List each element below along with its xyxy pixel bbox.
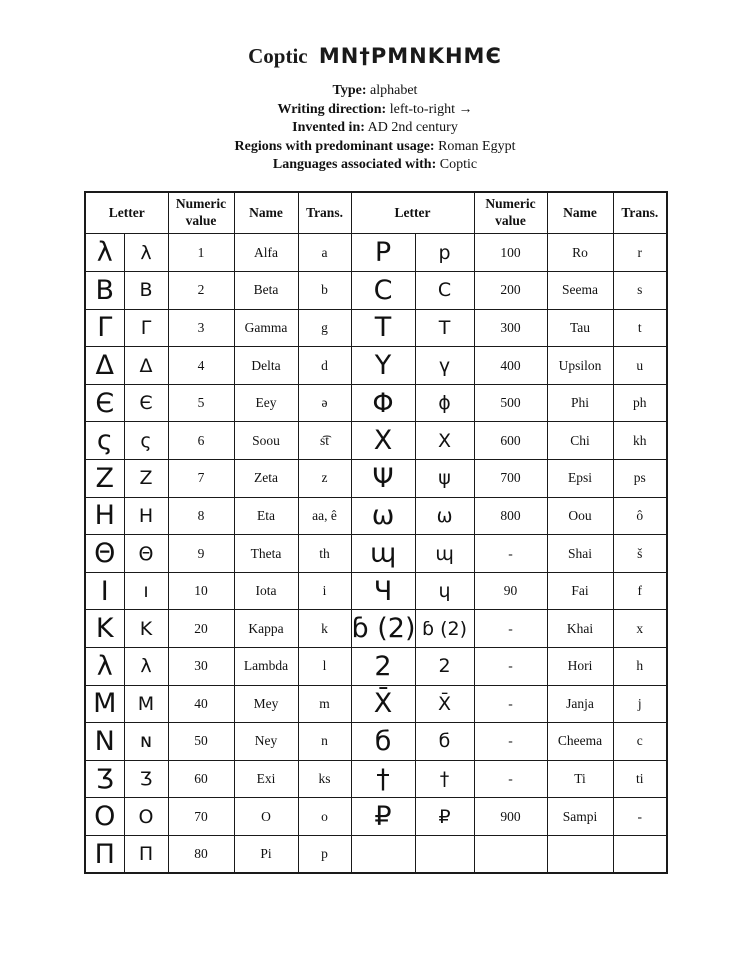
- header-name-right: Name: [547, 192, 613, 234]
- letter-lowercase-left: Γ: [124, 309, 168, 347]
- letter-name-right: Epsi: [547, 460, 613, 498]
- transliteration-left: g: [298, 309, 351, 347]
- numeric-value-right: -: [474, 723, 547, 761]
- table-row: [85, 422, 667, 460]
- numeric-value-right: 600: [474, 422, 547, 460]
- header-trans-left: Trans.: [298, 192, 351, 234]
- meta-block: [0, 82, 750, 175]
- numeric-value-left: 40: [168, 685, 234, 723]
- letter-name-left: Exi: [234, 760, 298, 798]
- letter-name-right: Phi: [547, 384, 613, 422]
- letter-name-left: Soou: [234, 422, 298, 460]
- letter-lowercase-left: ɴ: [124, 723, 168, 761]
- meta-regions-value: Roman Egypt: [438, 138, 516, 154]
- letter-uppercase-right: X: [351, 422, 415, 460]
- numeric-value-right: -: [474, 648, 547, 686]
- letter-name-right: Janja: [547, 685, 613, 723]
- meta-regions: [0, 138, 750, 157]
- title-coptic-word: MN†PMNKHMЄ: [318, 44, 502, 68]
- letter-lowercase-right: p: [415, 234, 474, 272]
- letter-uppercase-right: X̄: [351, 685, 415, 723]
- transliteration-right: j: [613, 685, 667, 723]
- table-row: [85, 760, 667, 798]
- table-row: [85, 648, 667, 686]
- letter-name-left: Eta: [234, 497, 298, 535]
- header-row: [85, 192, 667, 234]
- transliteration-right: [613, 835, 667, 873]
- transliteration-left: b: [298, 272, 351, 310]
- transliteration-left: d: [298, 347, 351, 385]
- numeric-value-right: 800: [474, 497, 547, 535]
- transliteration-left: l: [298, 648, 351, 686]
- letter-lowercase-right: ɥ: [415, 572, 474, 610]
- letter-uppercase-right: P: [351, 234, 415, 272]
- letter-lowercase-left: M: [124, 685, 168, 723]
- letter-lowercase-right: ɰ: [415, 535, 474, 573]
- letter-lowercase-left: Z: [124, 460, 168, 498]
- letter-uppercase-left: Δ: [85, 347, 124, 385]
- letter-name-right: Seema: [547, 272, 613, 310]
- letter-lowercase-right: X: [415, 422, 474, 460]
- letter-uppercase-right: C: [351, 272, 415, 310]
- transliteration-right: ph: [613, 384, 667, 422]
- transliteration-right: -: [613, 798, 667, 836]
- letter-lowercase-left: λ: [124, 234, 168, 272]
- numeric-value-left: 9: [168, 535, 234, 573]
- letter-lowercase-right: ɓ (2): [415, 610, 474, 648]
- letter-name-right: Upsilon: [547, 347, 613, 385]
- letter-lowercase-left: O: [124, 798, 168, 836]
- letter-lowercase-right: T: [415, 309, 474, 347]
- letter-uppercase-right: ₽: [351, 798, 415, 836]
- letter-uppercase-left: Ʒ: [85, 760, 124, 798]
- letter-uppercase-left: H: [85, 497, 124, 535]
- letter-lowercase-left: K: [124, 610, 168, 648]
- letter-uppercase-right: б: [351, 723, 415, 761]
- meta-regions-label: Regions with predominant usage:: [234, 138, 435, 154]
- transliteration-left: o: [298, 798, 351, 836]
- letter-uppercase-left: λ: [85, 234, 124, 272]
- table-row: [85, 234, 667, 272]
- title-prefix: Coptic: [248, 44, 308, 68]
- letter-name-left: Beta: [234, 272, 298, 310]
- letter-lowercase-right: C: [415, 272, 474, 310]
- numeric-value-left: 7: [168, 460, 234, 498]
- letter-lowercase-left: Є: [124, 384, 168, 422]
- letter-uppercase-left: K: [85, 610, 124, 648]
- numeric-value-right: -: [474, 685, 547, 723]
- numeric-value-left: 1: [168, 234, 234, 272]
- letter-name-right: Ti: [547, 760, 613, 798]
- transliteration-right: t: [613, 309, 667, 347]
- meta-invented-in-value: AD 2nd century: [367, 120, 458, 136]
- letter-name-right: [547, 835, 613, 873]
- alphabet-rows: [85, 234, 667, 873]
- letter-lowercase-right: ₽: [415, 798, 474, 836]
- numeric-value-right: 300: [474, 309, 547, 347]
- transliteration-left: m: [298, 685, 351, 723]
- table-row: [85, 723, 667, 761]
- transliteration-right: u: [613, 347, 667, 385]
- letter-lowercase-left: λ: [124, 648, 168, 686]
- meta-invented-in-label: Invented in:: [292, 120, 365, 136]
- letter-name-right: Oou: [547, 497, 613, 535]
- table-row: [85, 798, 667, 836]
- letter-name-left: Ney: [234, 723, 298, 761]
- letter-uppercase-left: Π: [85, 835, 124, 873]
- numeric-value-right: -: [474, 535, 547, 573]
- transliteration-right: s: [613, 272, 667, 310]
- page-title: [0, 0, 750, 69]
- numeric-value-left: 2: [168, 272, 234, 310]
- letter-uppercase-right: 2: [351, 648, 415, 686]
- letter-lowercase-left: Θ: [124, 535, 168, 573]
- header-name-left: Name: [234, 192, 298, 234]
- meta-languages: [0, 156, 750, 175]
- numeric-value-left: 20: [168, 610, 234, 648]
- numeric-value-right: [474, 835, 547, 873]
- letter-uppercase-left: Z: [85, 460, 124, 498]
- transliteration-left: ə: [298, 384, 351, 422]
- letter-name-right: Fai: [547, 572, 613, 610]
- meta-type: [0, 82, 750, 101]
- transliteration-right: f: [613, 572, 667, 610]
- letter-uppercase-right: †: [351, 760, 415, 798]
- letter-name-left: Kappa: [234, 610, 298, 648]
- letter-name-left: Zeta: [234, 460, 298, 498]
- letter-uppercase-left: Γ: [85, 309, 124, 347]
- letter-name-right: Cheema: [547, 723, 613, 761]
- transliteration-right: c: [613, 723, 667, 761]
- header-trans-right: Trans.: [613, 192, 667, 234]
- letter-name-left: Iota: [234, 572, 298, 610]
- letter-lowercase-right: 2: [415, 648, 474, 686]
- letter-lowercase-right: ψ: [415, 460, 474, 498]
- transliteration-right: ti: [613, 760, 667, 798]
- letter-uppercase-left: ς: [85, 422, 124, 460]
- letter-uppercase-left: λ: [85, 648, 124, 686]
- letter-uppercase-left: B: [85, 272, 124, 310]
- letter-lowercase-left: Δ: [124, 347, 168, 385]
- letter-lowercase-left: Ʒ: [124, 760, 168, 798]
- letter-lowercase-right: б: [415, 723, 474, 761]
- letter-uppercase-left: I: [85, 572, 124, 610]
- letter-uppercase-right: ɓ (2): [351, 610, 415, 648]
- letter-lowercase-right: ϕ: [415, 384, 474, 422]
- letter-uppercase-right: ω: [351, 497, 415, 535]
- meta-type-label: Type:: [332, 83, 367, 98]
- letter-lowercase-right: X̄: [415, 685, 474, 723]
- letter-uppercase-right: Y: [351, 347, 415, 385]
- letter-lowercase-right: †: [415, 760, 474, 798]
- letter-name-left: Theta: [234, 535, 298, 573]
- table-row: [85, 835, 667, 873]
- letter-lowercase-right: ω: [415, 497, 474, 535]
- letter-name-left: Mey: [234, 685, 298, 723]
- letter-name-left: Delta: [234, 347, 298, 385]
- table-row: [85, 572, 667, 610]
- transliteration-right: ps: [613, 460, 667, 498]
- letter-name-right: Hori: [547, 648, 613, 686]
- meta-type-value: alphabet: [370, 83, 418, 98]
- transliteration-left: p: [298, 835, 351, 873]
- transliteration-right: ô: [613, 497, 667, 535]
- letter-uppercase-left: M: [85, 685, 124, 723]
- table-row: [85, 460, 667, 498]
- transliteration-left: aa, ê: [298, 497, 351, 535]
- header-letter-right: Letter: [351, 192, 474, 234]
- letter-name-left: O: [234, 798, 298, 836]
- letter-name-left: Gamma: [234, 309, 298, 347]
- letter-name-right: Ro: [547, 234, 613, 272]
- alphabet-table: [84, 191, 668, 874]
- letter-name-left: Pi: [234, 835, 298, 873]
- transliteration-left: th: [298, 535, 351, 573]
- numeric-value-left: 70: [168, 798, 234, 836]
- letter-uppercase-right: T: [351, 309, 415, 347]
- letter-lowercase-left: B: [124, 272, 168, 310]
- table-row: [85, 347, 667, 385]
- letter-name-right: Sampi: [547, 798, 613, 836]
- transliteration-right: r: [613, 234, 667, 272]
- letter-name-right: Shai: [547, 535, 613, 573]
- meta-writing-direction-label: Writing direction:: [277, 101, 387, 117]
- letter-lowercase-right: ү: [415, 347, 474, 385]
- transliteration-left: k: [298, 610, 351, 648]
- numeric-value-left: 3: [168, 309, 234, 347]
- letter-uppercase-right: Ч: [351, 572, 415, 610]
- numeric-value-right: 500: [474, 384, 547, 422]
- numeric-value-left: 6: [168, 422, 234, 460]
- header-numeric-left: Numeric value: [168, 192, 234, 234]
- transliteration-left: a: [298, 234, 351, 272]
- numeric-value-left: 50: [168, 723, 234, 761]
- letter-name-right: Chi: [547, 422, 613, 460]
- numeric-value-right: 90: [474, 572, 547, 610]
- letter-lowercase-left: H: [124, 497, 168, 535]
- transliteration-left: i: [298, 572, 351, 610]
- table-row: [85, 535, 667, 573]
- letter-name-left: Lambda: [234, 648, 298, 686]
- transliteration-right: h: [613, 648, 667, 686]
- table-row: [85, 384, 667, 422]
- numeric-value-left: 8: [168, 497, 234, 535]
- numeric-value-right: 100: [474, 234, 547, 272]
- table-row: [85, 309, 667, 347]
- numeric-value-right: -: [474, 610, 547, 648]
- table-row: [85, 610, 667, 648]
- meta-languages-value: Coptic: [439, 157, 478, 173]
- transliteration-right: š: [613, 535, 667, 573]
- transliteration-right: kh: [613, 422, 667, 460]
- numeric-value-left: 10: [168, 572, 234, 610]
- letter-uppercase-left: Є: [85, 384, 124, 422]
- letter-lowercase-left: Π: [124, 835, 168, 873]
- table-row: [85, 497, 667, 535]
- letter-uppercase-right: ɰ: [351, 535, 415, 573]
- meta-writing-direction-value: left-to-right →: [389, 101, 473, 117]
- numeric-value-left: 30: [168, 648, 234, 686]
- letter-uppercase-left: N: [85, 723, 124, 761]
- numeric-value-left: 4: [168, 347, 234, 385]
- numeric-value-left: 60: [168, 760, 234, 798]
- header-letter-left: Letter: [85, 192, 168, 234]
- meta-invented-in: [0, 119, 750, 138]
- transliteration-left: ks: [298, 760, 351, 798]
- meta-writing-direction: [0, 101, 750, 120]
- numeric-value-right: 200: [474, 272, 547, 310]
- letter-uppercase-right: Ψ: [351, 460, 415, 498]
- letter-uppercase-right: [351, 835, 415, 873]
- letter-name-left: Alfa: [234, 234, 298, 272]
- table-row: [85, 685, 667, 723]
- letter-uppercase-left: O: [85, 798, 124, 836]
- numeric-value-right: -: [474, 760, 547, 798]
- transliteration-left: s͡t: [298, 422, 351, 460]
- meta-languages-label: Languages associated with:: [272, 157, 437, 173]
- header-numeric-right: Numeric value: [474, 192, 547, 234]
- letter-name-right: Khai: [547, 610, 613, 648]
- letter-uppercase-left: Θ: [85, 535, 124, 573]
- numeric-value-left: 80: [168, 835, 234, 873]
- numeric-value-left: 5: [168, 384, 234, 422]
- transliteration-right: x: [613, 610, 667, 648]
- numeric-value-right: 900: [474, 798, 547, 836]
- letter-name-left: Eey: [234, 384, 298, 422]
- letter-lowercase-left: ı: [124, 572, 168, 610]
- transliteration-left: z: [298, 460, 351, 498]
- numeric-value-right: 700: [474, 460, 547, 498]
- table-row: [85, 272, 667, 310]
- letter-name-right: Tau: [547, 309, 613, 347]
- numeric-value-right: 400: [474, 347, 547, 385]
- transliteration-left: n: [298, 723, 351, 761]
- letter-lowercase-right: [415, 835, 474, 873]
- letter-uppercase-right: Φ: [351, 384, 415, 422]
- letter-lowercase-left: ς: [124, 422, 168, 460]
